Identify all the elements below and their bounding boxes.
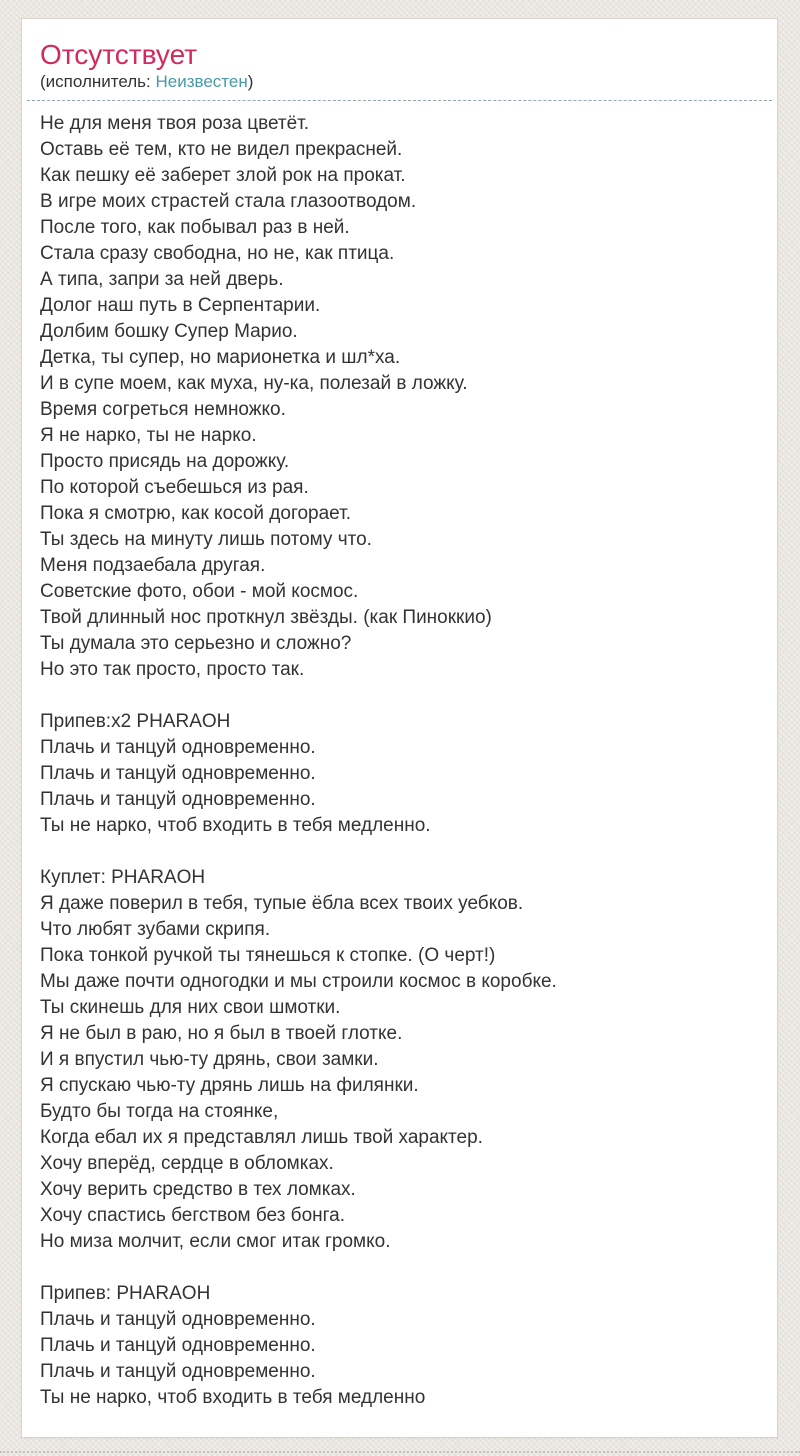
song-header	[27, 39, 772, 101]
lyric-line: В игре моих страстей стала глазоотводом.	[40, 191, 417, 212]
lyric-line: Что любят зубами скрипя.	[40, 919, 271, 940]
lyric-blank-line	[40, 1255, 759, 1281]
lyric-line: Плачь и танцуй одновременно.	[40, 789, 316, 810]
lyric-line: Как пешку её заберет злой рок на прокат.	[40, 165, 406, 186]
lyric-line: Не для меня твоя роза цветёт.	[40, 113, 310, 134]
lyric-line: Ты не нарко, чтоб входить в тебя медленно.	[40, 815, 431, 836]
lyric-line: Твой длинный нос проткнул звёзды. (как Пиноккио)	[40, 607, 492, 628]
lyric-line: Плачь и танцуй одновременно.	[40, 763, 316, 784]
lyric-line: Ты скинешь для них свои шмотки.	[40, 997, 341, 1018]
song-title: Отсутствует	[40, 39, 198, 70]
lyric-line: Я не был в раю, но я был в твоей глотке.	[40, 1023, 403, 1044]
lyric-line: Ты думала это серьезно и сложно?	[40, 633, 352, 654]
lyric-line: Просто присядь на дорожку.	[40, 451, 290, 472]
lyric-line: Стала сразу свободна, но не, как птица.	[40, 243, 395, 264]
lyric-line: Ты не нарко, чтоб входить в тебя медленно	[40, 1387, 426, 1408]
lyric-line: Меня подзаебала другая.	[40, 555, 266, 576]
lyric-line: Долбим бошку Супер Марио.	[40, 321, 298, 342]
lyric-line: Но это так просто, просто так.	[40, 659, 305, 680]
lyric-line: Я даже поверил в тебя, тупые ёбла всех твоих уебков.	[40, 893, 524, 914]
lyric-line: Припев: PHARAOH	[40, 1283, 211, 1304]
lyric-blank-line	[40, 683, 759, 709]
lyric-blank-line	[40, 839, 759, 865]
lyric-line: Плачь и танцуй одновременно.	[40, 737, 316, 758]
lyric-line: Долог наш путь в Серпентарии.	[40, 295, 321, 316]
artist-link[interactable]: Неизвестен	[155, 72, 248, 91]
lyric-line: Плачь и танцуй одновременно.	[40, 1335, 316, 1356]
lyric-line: Но миза молчит, если смог итак громко.	[40, 1231, 391, 1252]
lyric-line: Ты здесь на минуту лишь потому что.	[40, 529, 372, 550]
lyric-line: После того, как побывал раз в ней.	[40, 217, 350, 238]
lyric-line: Я не нарко, ты не нарко.	[40, 425, 257, 446]
artist-label: (исполнитель:	[40, 72, 156, 91]
lyric-line: По которой съебешься из рая.	[40, 477, 309, 498]
lyric-line: Мы даже почти одногодки и мы строили космос в коробке.	[40, 971, 557, 992]
lyric-line: И я впустил чью-ту дрянь, свои замки.	[40, 1049, 379, 1070]
lyric-line: Время согреться немножко.	[40, 399, 286, 420]
lyric-line: Плачь и танцуй одновременно.	[40, 1309, 316, 1330]
lyric-line: Куплет: PHARAOH	[40, 867, 206, 888]
lyric-line: Хочу спастись бегством без бонга.	[40, 1205, 345, 1226]
lyric-line: Пока тонкой ручкой ты тянешься к стопке. (О черт!)	[40, 945, 496, 966]
lyric-line: Оставь её тем, кто не видел прекрасней.	[40, 139, 403, 160]
lyric-line: Хочу вперёд, сердце в обломках.	[40, 1153, 334, 1174]
lyrics-text	[40, 111, 759, 1411]
lyric-line: Когда ебал их я представлял лишь твой характер.	[40, 1127, 483, 1148]
lyric-line: Плачь и танцуй одновременно.	[40, 1361, 316, 1382]
lyric-line: А типа, запри за ней дверь.	[40, 269, 284, 290]
lyric-line: Я спускаю чью-ту дрянь лишь на филянки.	[40, 1075, 419, 1096]
lyric-line: Пока я смотрю, как косой догорает.	[40, 503, 351, 524]
lyric-line: Хочу верить средство в тех ломках.	[40, 1179, 356, 1200]
lyric-line: Советские фото, обои - мой космос.	[40, 581, 359, 602]
lyric-line: И в супе моем, как муха, ну-ка, полезай в ложку.	[40, 373, 468, 394]
lyrics-card	[21, 18, 778, 1438]
lyric-line: Будто бы тогда на стоянке,	[40, 1101, 279, 1122]
lyric-line: Припев:x2 PHARAOH	[40, 711, 231, 732]
artist-line	[40, 71, 759, 93]
artist-line-suffix: )	[247, 72, 254, 91]
lyric-line: Детка, ты супер, но марионетка и шл*ха.	[40, 347, 401, 368]
